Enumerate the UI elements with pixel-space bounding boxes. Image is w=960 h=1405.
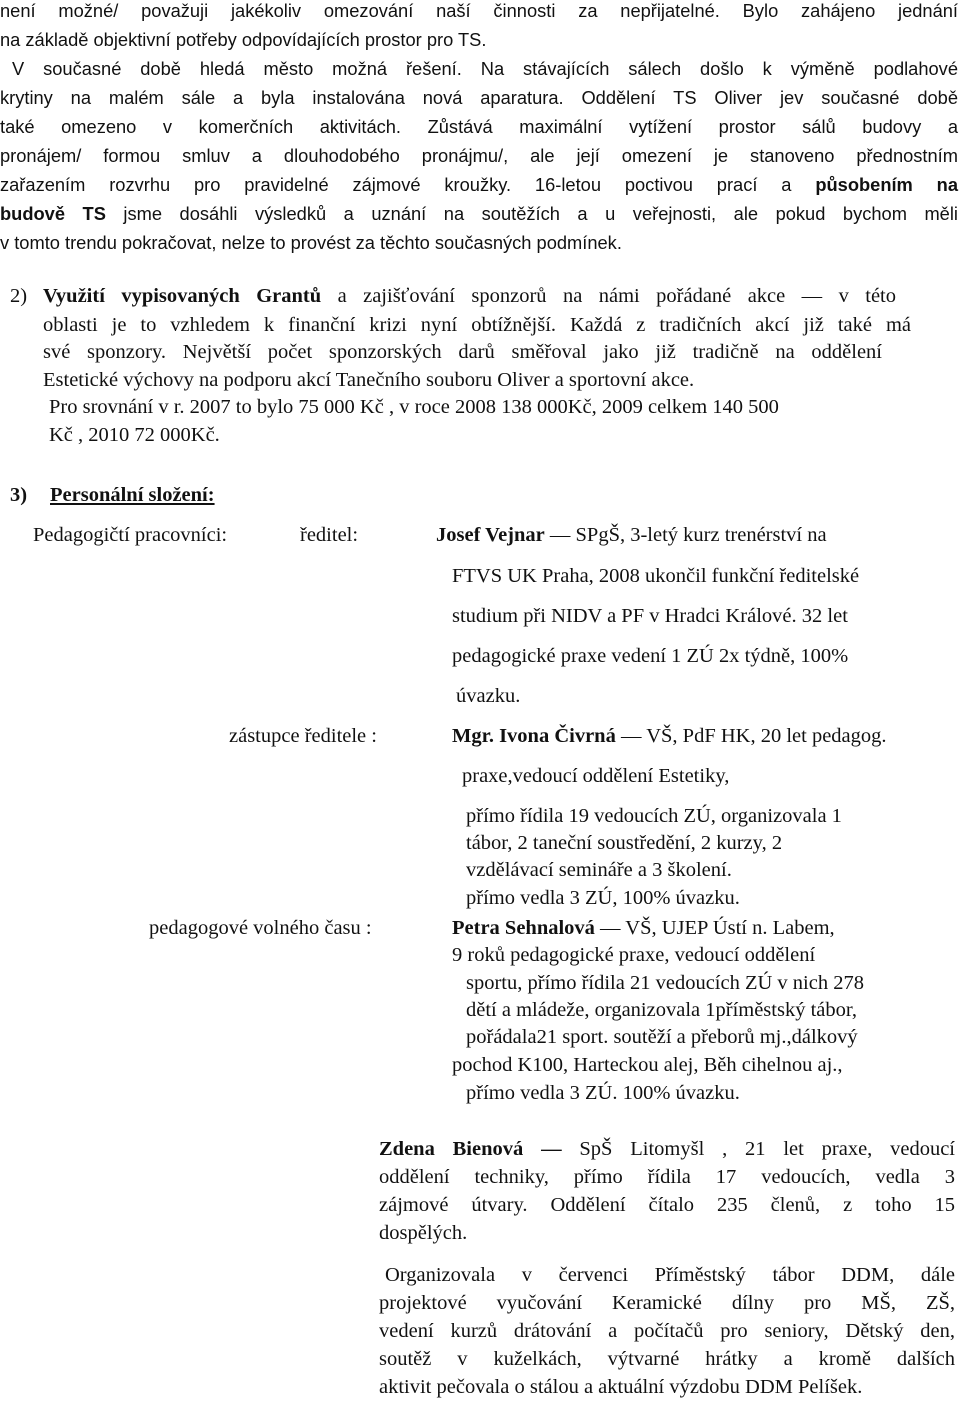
- staff-category: Pedagogičtí pracovníci:: [33, 524, 228, 546]
- deputy-line-4: tábor, 2 taneční soustředění, 2 kurzy, 2: [466, 832, 783, 854]
- freetime-line-4: dětí a mládeže, organizovala 1příměstský tábor,: [466, 999, 858, 1021]
- intro-line-5: také omezeno v komerčních aktivitách. Zůstává maximální vytížení prostor sálů budovy a: [0, 116, 958, 137]
- freetime-role: pedagogové volného času :: [149, 917, 372, 939]
- section-2-line-5: Pro srovnání v r. 2007 to bylo 75 000 Kč , v roce 2008 138 000Kč, 2009 celkem 140 500: [49, 396, 779, 418]
- intro-line-1: není možné/ považuji jakékoliv omezování naší činnosti za nepřijatelné. Bylo zahájeno jednání: [0, 0, 958, 21]
- deputy-name: Mgr. Ivona Čivrná: [452, 725, 616, 747]
- freetime-line-5: pořádala21 sport. soutěží a přeborů mj.,dálkový: [466, 1026, 858, 1048]
- section-2-line-2: oblasti je to vzhledem k finanční krizi nyní obtížnější. Každá z tradičních akcí již také má: [43, 314, 911, 336]
- section-3-title: [50, 484, 215, 507]
- closing-line-2: projektové vyučování Keramické dílny pro MŠ, ZŠ,: [379, 1292, 955, 1314]
- bienova-name: Zdena Bienová —: [379, 1138, 562, 1160]
- director-line-5: úvazku.: [456, 685, 521, 707]
- director-role: ředitel:: [300, 524, 359, 546]
- deputy-line-5: vzdělávací semináře a 3 školení.: [466, 859, 732, 881]
- director-name: Josef Vejnar: [436, 524, 545, 546]
- closing-line-4: soutěž v kuželkách, výtvarné hrátky a kromě dalších: [379, 1348, 955, 1370]
- section-3-number: [10, 484, 27, 507]
- intro-line-9: v tomto trendu pokračovat, nelze to provést za těchto současných podmínek.: [0, 232, 622, 253]
- closing-line-1: Organizovala v červenci Příměstský tábor DDM, dále: [385, 1264, 955, 1286]
- bienova-line-1-text: SpŠ Litomyšl , 21 let praxe, vedoucí: [579, 1138, 955, 1160]
- bienova-line-2: oddělení techniky, přímo řídila 17 vedoucích, vedla 3: [379, 1166, 955, 1188]
- intro-line-7: [0, 174, 958, 196]
- intro-line-6: pronájem/ formou smluv a dlouhodobého pronájmu/, ale její omezení je stanoveno přednostním: [0, 145, 958, 166]
- intro-line-3: V současné době hledá město možná řešení. Na stávajících sálech došlo k výměně podlahové: [12, 58, 958, 79]
- deputy-line-1: [452, 725, 887, 748]
- deputy-line-3: přímo řídila 19 vedoucích ZÚ, organizovala 1: [466, 805, 842, 827]
- intro-line-4: krytiny na malém sále a byla instalována nová aparatura. Oddělení TS Oliver jev současné době: [0, 87, 958, 108]
- freetime-line-3: sportu, přímo řídila 21 vedoucích ZÚ v nich 278: [466, 972, 864, 994]
- section-2-line-1-text: a zajišťování sponzorů na námi pořádané akce — v této: [337, 285, 897, 307]
- closing-line-5: aktivit pečovala o stálou a aktuální výzdobu DDM Pelíšek.: [379, 1376, 863, 1398]
- section-2-line-4: Estetické výchovy na podporu akcí Tanečního souboru Oliver a sportovní akce.: [43, 369, 695, 391]
- section-2-bold: Využití vypisovaných Grantů: [43, 285, 322, 307]
- freetime-line-1: [452, 917, 835, 940]
- intro-line-7-text: zařazením rozvrhu pro pravidelné zájmové kroužky. 16-letou poctivou prací a: [0, 174, 792, 195]
- freetime-line-6: pochod K100, Harteckou alej, Běh cihelnou aj.,: [452, 1054, 843, 1076]
- section-2-line-3: své sponzory. Největší počet sponzorských darů směřoval jako již tradičně na oddělení: [43, 341, 882, 363]
- closing-line-3: vedení kurzů drátování a počítačů pro seniory, Dětský den,: [379, 1320, 955, 1342]
- freetime-name: Petra Sehnalová: [452, 917, 595, 939]
- freetime-line-2: 9 roků pedagogické praxe, vedoucí oddělení: [452, 944, 816, 966]
- director-line-1-text: — SPgŠ, 3-letý kurz trenérství na: [549, 524, 827, 546]
- deputy-line-2: praxe,vedoucí oddělení Estetiky,: [462, 765, 730, 787]
- bienova-line-4: dospělých.: [379, 1222, 468, 1244]
- deputy-role: zástupce ředitele :: [229, 725, 377, 747]
- director-line-1: [436, 524, 827, 547]
- deputy-line-1-text: — VŠ, PdF HK, 20 let pedagog.: [620, 725, 887, 747]
- section-2-number: 2): [10, 285, 28, 307]
- bienova-line-3: zájmové útvary. Oddělení čítalo 235 členů, z toho 15: [379, 1194, 955, 1216]
- freetime-line-1-text: — VŠ, UJEP Ústí n. Labem,: [600, 917, 835, 939]
- intro-line-8: [0, 203, 958, 225]
- deputy-line-6: přímo vedla 3 ZÚ, 100% úvazku.: [466, 887, 740, 909]
- section-2-line-6: Kč , 2010 72 000Kč.: [49, 424, 220, 446]
- intro-bold-1: působením na: [815, 174, 958, 195]
- intro-bold-2: budově TS: [0, 203, 106, 224]
- intro-line-2: na základě objektivní potřeby odpovídajících prostor pro TS.: [0, 29, 487, 50]
- section-2-line-1: [43, 285, 896, 308]
- section-3-number-text: 3): [10, 484, 28, 506]
- director-line-3: studium při NIDV a PF v Hradci Králové. 32 let: [452, 605, 848, 627]
- director-line-4: pedagogické praxe vedení 1 ZÚ 2x týdně, 100%: [452, 645, 849, 667]
- freetime-line-7: přímo vedla 3 ZÚ. 100% úvazku.: [466, 1082, 740, 1104]
- bienova-line-1: [379, 1138, 955, 1161]
- section-3-title-text: Personální složení:: [50, 484, 215, 506]
- director-line-2: FTVS UK Praha, 2008 ukončil funkční ředitelské: [452, 565, 860, 587]
- intro-line-8-text: jsme dosáhli výsledků a uznání na soutěžích a u veřejnosti, ale pokud bychom měli: [123, 203, 958, 224]
